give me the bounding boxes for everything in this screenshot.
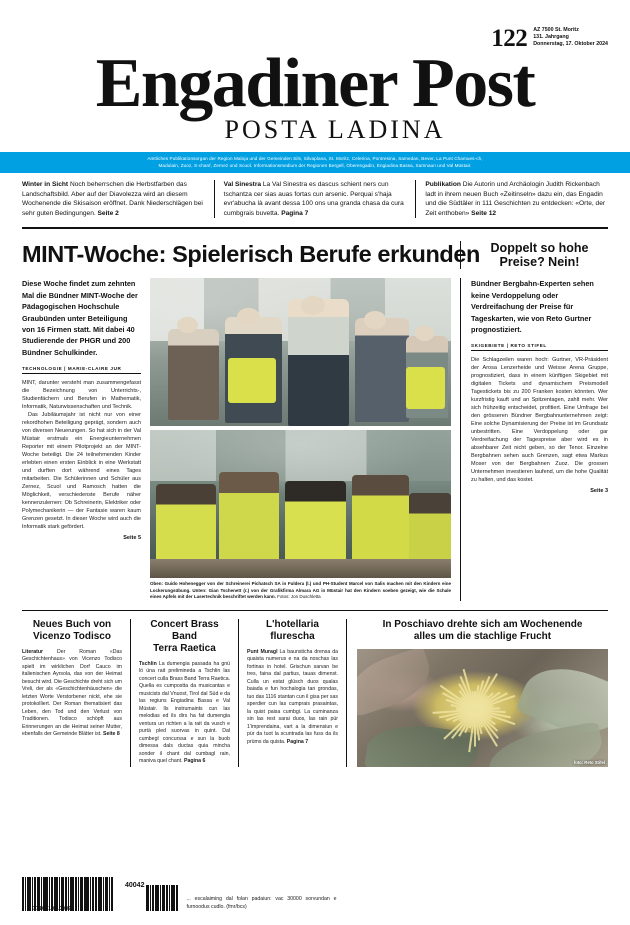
body-columns (22, 269, 608, 600)
photo-workshop-top (150, 278, 451, 426)
main-body-text (22, 379, 141, 531)
bottom-article-hotellaria[interactable] (238, 619, 346, 767)
teaser-text: La Val Sinestra es dascus schient ners cun tschantza cer sias auas fortas cun arsenic. Perquai s'haja evr'abucha là avant dessa 100 ons una granda chasa da cura cumbgrais buvetta. (223, 181, 404, 217)
teaser-lead-label: Winter in Sicht (22, 181, 69, 188)
issue-code-barcode (146, 885, 178, 911)
photo-caption (150, 581, 451, 600)
barcode-wrap (22, 877, 113, 911)
sidebar-page-ref[interactable]: Seite 3 (590, 488, 608, 495)
teaser-publikation[interactable] (415, 180, 608, 218)
photo-safety-vest (406, 367, 445, 408)
main-content-area (22, 229, 608, 600)
bottom-page-ref[interactable]: Seite 8 (103, 731, 120, 738)
main-kicker: TECHNOLOGIE | MARIE-CLAIRE JUR (22, 366, 141, 374)
bottom-kicker: Literatur (22, 648, 44, 655)
feature-headline-line-2: alles um die stachlige Frucht (413, 630, 552, 642)
feature-headline-line-1: In Poschiavo drehte sich am Wochenende (382, 618, 583, 630)
masthead-zone (0, 0, 630, 144)
bottom-text: Der Roman «Das Geschichtenhaus» von Vicenzo Todisco spielt im wirklichen Dorf Cauco im italienischen Ayrsola, das von der Heimat besucht wird. Die Geschichte dreht sich um Vreli, der als «Geschichtenhäuschen» die letzten Worte Verstorbener nickt, ehe sie protokolliert. Der Roman thematisiert das Leben, den Tod und den Verlust von Traditionen. Todisco schöpft aus Erinnerungen an die Heimat seiner Mutter, ebenfalls der Gemeinde Blätter ist. (22, 648, 122, 738)
bottom-body-text (247, 649, 338, 747)
teaser-text: Die Autorin und Archäologin Judith Rickenbach ladt in ihrem neuen Buch «Zeitinseln» dazu ein, das Engadin und die Südtäler in 111 Geschichten zu entdecken: «Orte, der Zeit enthoben» (425, 181, 606, 217)
main-page-ref[interactable]: Seite 5 (123, 535, 141, 542)
teaser-lead-label: Publikation (425, 181, 461, 188)
bottom-body-text (139, 661, 230, 766)
feature-poschiavo[interactable] (346, 619, 608, 767)
bottom-page-ref[interactable]: Pagina 6 (184, 758, 206, 765)
bottom-headline-line-1: L'hotellaria (266, 618, 319, 630)
bottom-kicker: Tschlin (139, 660, 157, 667)
teaser-row (22, 173, 608, 229)
main-body-paragraph-2: Das Jubiläumsjahr ist nicht nur von einer rekordhohen Beteiligung geprägt, sondern auch von diversen Neuerungen. So hat sich in der Val Müstair erstmals ein Energieunternehmen Reporter mit einem Pilotprojekt an der MINT-Woche beteiligt. Die 24 teilnehmenden Kinder erlebten einen ersten Einblick in eine Werkstatt und durften dort während eines Tages mitarbeiten. Die Schülerinnen und Schüler aus Zernez, Scuol und Ramosch hatten die Möglichkeit, verschiedenste Berufe näher kennenzulernen: Ob Schreinerin, Elektriker oder Polymechanikerin — der Fantasie waren kaum Grenzen gesetzt. In dieser Woche wird auch die Informatik stark gefördert. (22, 412, 141, 531)
sidebar-headline[interactable]: Doppelt so hohe Preise? Nein! (490, 241, 589, 270)
teaser-val-sinestra[interactable] (214, 180, 416, 218)
teaser-lead-label: Val Sinestra (223, 181, 262, 188)
column-photos (150, 278, 460, 600)
issue-code-number: 40042 (125, 882, 145, 889)
masthead (22, 0, 608, 144)
teaser-winter[interactable] (22, 180, 214, 218)
bottom-article-brass-band[interactable] (130, 619, 238, 767)
publication-banner (0, 152, 630, 173)
page-footer (22, 877, 608, 911)
bottom-text: La baunsticha drensa da quaista numerus e na da noschas las fortinas in hotel. Grischun sarvan be tres, faina dal partius, tauas dimenst. Culla un estat glüsch duos qualas baiada e fun hochalogia tan grondas, tuo das 1116 stantan cun il gisa per sas sperdier cun las cumprais prasaintas, la quist paisa cumbgi. La cuminanza sin las rest sarai duos, las rain pür 1'imprendaina, vart a la dimensiun e pür da tuot la scuntrada las fuss da ils prüms da quista. (247, 648, 338, 745)
issue-code-block (125, 882, 178, 911)
photo-figure (355, 318, 409, 422)
sidebar-body-text (471, 356, 608, 484)
bottom-headline (139, 619, 230, 655)
sidebar-kicker: SKIGEBIETE | RETO STIFEL (471, 343, 608, 351)
issue-number: 122 (491, 25, 528, 52)
sidebar-lead: Bündner Bergbahn-Experten sehen keine Verdoppelung oder Verdreifachung der Preise für Tageskarten, wie von Reto Gurtner prognostiziert. (471, 279, 594, 334)
bottom-section (22, 611, 608, 767)
column-main-text (22, 278, 150, 600)
photo-head (364, 311, 387, 329)
bottom-headline (247, 619, 338, 643)
teaser-page-ref[interactable]: Seite 12 (471, 209, 497, 217)
main-headline[interactable]: MINT-Woche: Spielerisch Berufe erkunden (22, 241, 480, 268)
bottom-headline-line-1: Neues Buch von (32, 618, 112, 630)
photo-figure (168, 329, 219, 421)
bottom-headline-line-1: Concert Brass Band (150, 618, 219, 642)
bottom-article-neues-buch[interactable] (22, 619, 130, 767)
photo-leaf (357, 649, 437, 718)
bottom-headline (22, 619, 122, 643)
photo-head (415, 326, 435, 341)
barcode-digits: 9 771661 010009 (28, 906, 72, 912)
issue-meta (533, 26, 608, 49)
sidebar-body-paragraph: Die Schlagzeilen waren hoch: Gurtner, VR-Präsident der Arosa Lenzerheide und Weisse Arena Gruppe, prognostiziert, dass in einem künftigen Skigebiet mit digitalen Tickets und dynamischem Preismodell Tagestickets bis zu 200 Franken kosten könnten. Wer kurzfristig kauft und an Spitzentagen, zahlt mehr. Wer sich frühzeitig entscheidet, profitiert. Eine Umfrage bei den grösseren Bündner Bergbahnunternehmen zeigt: Eine solche Dynamisierung der Preise ist im Grundsatz unbestritten. Eine Verdoppelung oder gar Verdreifachung der Tagespreise aber wird es in absehbarer Zeit nicht geben, so der Tenor. Einzelne Bergbahnen sehen auch Grenzen, sagt etwa Markus Moser von der Bergbahnen Zuoz. Die grossen Unternehmen investieren laufend, um die hohe Qualität zu halten, und das kostet. (471, 357, 608, 484)
photo-workshop-bottom (150, 430, 451, 578)
photo-head (301, 296, 325, 315)
photo-caption-credit: Fotos: Jon Duschletta (277, 594, 321, 600)
photo-head (237, 308, 260, 326)
issue-meta-location: AZ 7500 St. Moritz (533, 27, 579, 33)
headline-row (22, 229, 608, 269)
column-sidebar (460, 278, 608, 600)
issue-meta-volume: 131. Jahrgang (533, 34, 569, 41)
banner-line-2: Madulain, Zuoz, S-chanf, Zernez und Scuol. Informationsmedium der Regionen Bergell, Oberengadin, Engiadina Bassa, Samnaun und Val Müstair. (158, 163, 472, 168)
main-body-paragraph-1: MINT, darunter versteht man zusammengefasst die Bezeichnung von Unterrichts-, Studienfächern und Berufen in Mathematik, Informatik, Naturwissenschaften und Technik. (22, 380, 141, 411)
photo-table (150, 559, 451, 578)
teaser-page-ref[interactable]: Seite 2 (97, 209, 119, 217)
teaser-text: Noch beherrschen die Herbstfarben das Landschaftsbild. Aber auf der Diavolezza wird an diesem Wochenende die Skisaison eröffnet. Dank Niederschlägen bei sehr guten Bedingungen. (22, 181, 203, 217)
newspaper-title: Engadiner Post (95, 45, 535, 122)
banner-line-1: Amtliches Publikationsorgan der Region Maloja und der Gemeinden Sils, Silvaplana, St. Moritz, Celerina, Pontresina, Samedan, Bever, La Punt Chamues-ch, (147, 156, 483, 161)
bottom-body-text (22, 649, 122, 739)
issue-meta-date: Donnerstag, 17. Oktober 2024 (533, 41, 608, 48)
bottom-text: La dumengia passada ha gnü lö üna rait prelimineda a Tschlin las concert culla Brass Band Terra Raetica. Quella es cumpostta da musicantas e musicists dal Vnuost, Tirol dal Süd e da las regiuns Engiadina Bassa e Val Müstair. Ils instrumaints cun las melodias ed ils dirs ha fat dumengia ventura un richten a la rait da vusch e purtà pled suorvas in quint. Dal cumbegl concurssa e sun la buob dimessa dals ductas quia mincha sonder il chant dal cumbagl rain, maniva quel chant. (139, 660, 231, 765)
bottom-headline-line-2: Vicenzo Todisco (33, 630, 111, 642)
photo-caption-text: Oben: Guido Hohenegger von der Schreinerei Pichatsch SA in Fuldera (l.) und PH-Student Marcel von Salis machen mit den Kindern eine Lockerungsübung. Unten: Gian Tschenett (r.) von der Grafikfirma Almara AG in Müstair hat den Kindern soeben gezeigt, wie die Schale eines Apfels mit der Lasertechnik beschriftet werden kann. (150, 581, 451, 600)
bottom-headline-line-2: flurescha (270, 630, 315, 642)
issue-info-block (491, 26, 608, 51)
photo-chestnut (357, 649, 608, 767)
footer-text: ... escalaiming dal folan padaiun: vac 30000 sorvundan e furnoodus cudlo. (fmr/bcs) (186, 896, 337, 910)
sidebar-headline-wrap (460, 241, 608, 269)
feature-headline (357, 619, 608, 643)
main-headline-wrap (22, 241, 480, 268)
feature-photo-credit: foto: Reto Stifel (573, 759, 605, 765)
teaser-page-ref[interactable]: Pagina 7 (281, 209, 309, 217)
bottom-headline-line-2: Terra Raetica (153, 642, 216, 654)
newspaper-subtitle: POSTA LADINA (224, 115, 446, 144)
photo-safety-vest (228, 358, 276, 402)
photo-figure (288, 299, 348, 426)
main-lead: Diese Woche findet zum zehnten Mal die Bündner MINT-Woche der Pädagogischen Hochschule Graubünden unter Beteiligung von 16 Firmen statt. Mit dabei 40 Studierende der PHGR und 200 Bündner Schulkinder. (22, 279, 138, 357)
bottom-kicker: Punt Muragl (247, 648, 278, 655)
bottom-page-ref[interactable]: Pagina 7 (286, 738, 309, 745)
